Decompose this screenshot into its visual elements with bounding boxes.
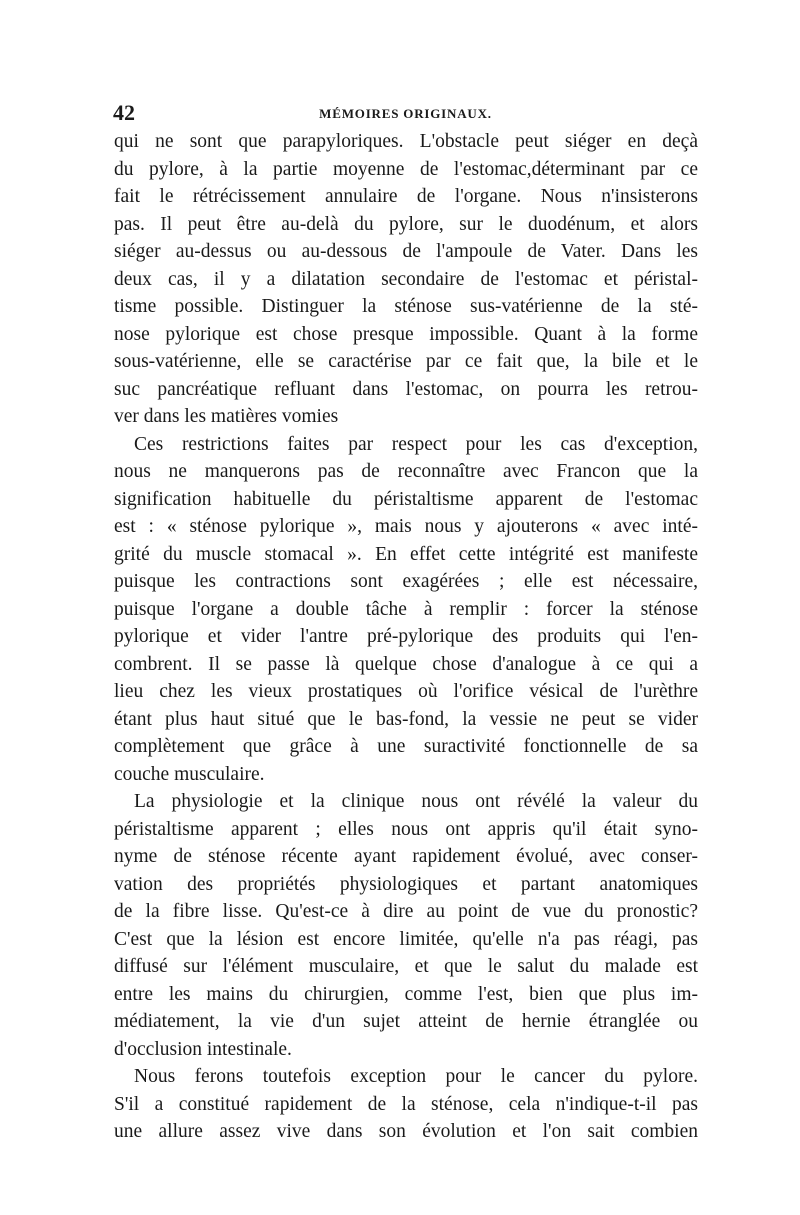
text-line: nose pylorique est chose presque impossible. Quant à la forme [114, 323, 698, 345]
text-line: signification habituelle du péristaltisme apparent de l'estomac [114, 488, 698, 510]
text-line: diffusé sur l'élément musculaire, et que le salut du malade est [114, 956, 698, 977]
text-line: de la fibre lisse. Qu'est-ce à dire au point de vue du pronostic? [114, 901, 698, 922]
text-line: S'il a constitué rapidement de la sténose, cela n'indique-t-il pas [114, 1093, 698, 1115]
text-line: grité du muscle stomacal ». En effet cette intégrité est manifeste [114, 543, 698, 565]
paragraph-start-line: Nous ferons toutefois exception pour le cancer du pylore. [134, 1066, 698, 1087]
text-line: lieu chez les vieux prostatiques où l'orifice vésical de l'urèthre [114, 681, 698, 702]
text-line: nous ne manquerons pas de reconnaître avec Francon que la [114, 461, 698, 482]
text-line: suc pancréatique refluant dans l'estomac, on pourra les retrou- [114, 378, 698, 400]
text-line: étant plus haut situé que le bas-fond, la vessie ne peut se vider [114, 708, 698, 730]
text-line: du pylore, à la partie moyenne de l'estomac,déterminant par ce [114, 158, 698, 180]
text-line: combrent. Il se passe là quelque chose d'analogue à ce qui a [114, 653, 698, 675]
paragraph-end-line: couche musculaire. [114, 763, 265, 785]
text-line: nyme de sténose récente ayant rapidement évolué, avec conser- [114, 846, 698, 867]
running-title: MÉMOIRES ORIGINAUX. [319, 106, 492, 121]
body-text [114, 128, 698, 1146]
paragraph-end-line: d'occlusion intestinale. [114, 1038, 292, 1060]
text-line: puisque l'organe a double tâche à remplir : forcer la sténose [114, 598, 698, 620]
text-line: péristaltisme apparent ; elles nous ont appris qu'il était syno- [114, 818, 698, 840]
text-line: deux cas, il y a dilatation secondaire de l'estomac et péristal- [114, 268, 698, 290]
text-line: complètement que grâce à une suractivité fonctionnelle de sa [114, 736, 698, 757]
page-number: 42 [113, 100, 135, 125]
text-line: pas. Il peut être au-delà du pylore, sur le duodénum, et alors [114, 213, 698, 235]
paragraph-start-line: Ces restrictions faites par respect pour les cas d'exception, [134, 433, 698, 455]
text-line: pylorique et vider l'antre pré-pylorique des produits qui l'en- [114, 626, 698, 647]
text-line: vation des propriétés physiologiques et partant anatomiques [114, 873, 698, 895]
text-line: fait le rétrécissement annulaire de l'organe. Nous n'insisterons [114, 186, 698, 207]
text-line: puisque les contractions sont exagérées ; elle est nécessaire, [114, 571, 698, 592]
text-line: siéger au-dessus ou au-dessous de l'ampoule de Vater. Dans les [114, 241, 698, 262]
text-line: entre les mains du chirurgien, comme l'est, bien que plus im- [114, 983, 698, 1005]
text-line: est : « sténose pylorique », mais nous y ajouterons « avec inté- [114, 516, 698, 537]
text-line: qui ne sont que parapyloriques. L'obstacle peut siéger en deçà [114, 131, 698, 152]
text-line: une allure assez vive dans son évolution et l'on sait combien [114, 1121, 698, 1142]
paragraph-end-line: ver dans les matières vomies [114, 406, 339, 427]
text-line: C'est que la lésion est encore limitée, qu'elle n'a pas réagi, pas [114, 928, 698, 950]
text-line: tisme possible. Distinguer la sténose sus-vatérienne de la sté- [114, 296, 698, 317]
running-head [113, 96, 698, 126]
paragraph-start-line: La physiologie et la clinique nous ont révélé la valeur du [134, 791, 698, 812]
text-line: sous-vatérienne, elle se caractérise par ce fait que, la bile et le [114, 351, 698, 372]
text-line: médiatement, la vie d'un sujet atteint de hernie étranglée ou [114, 1011, 698, 1032]
